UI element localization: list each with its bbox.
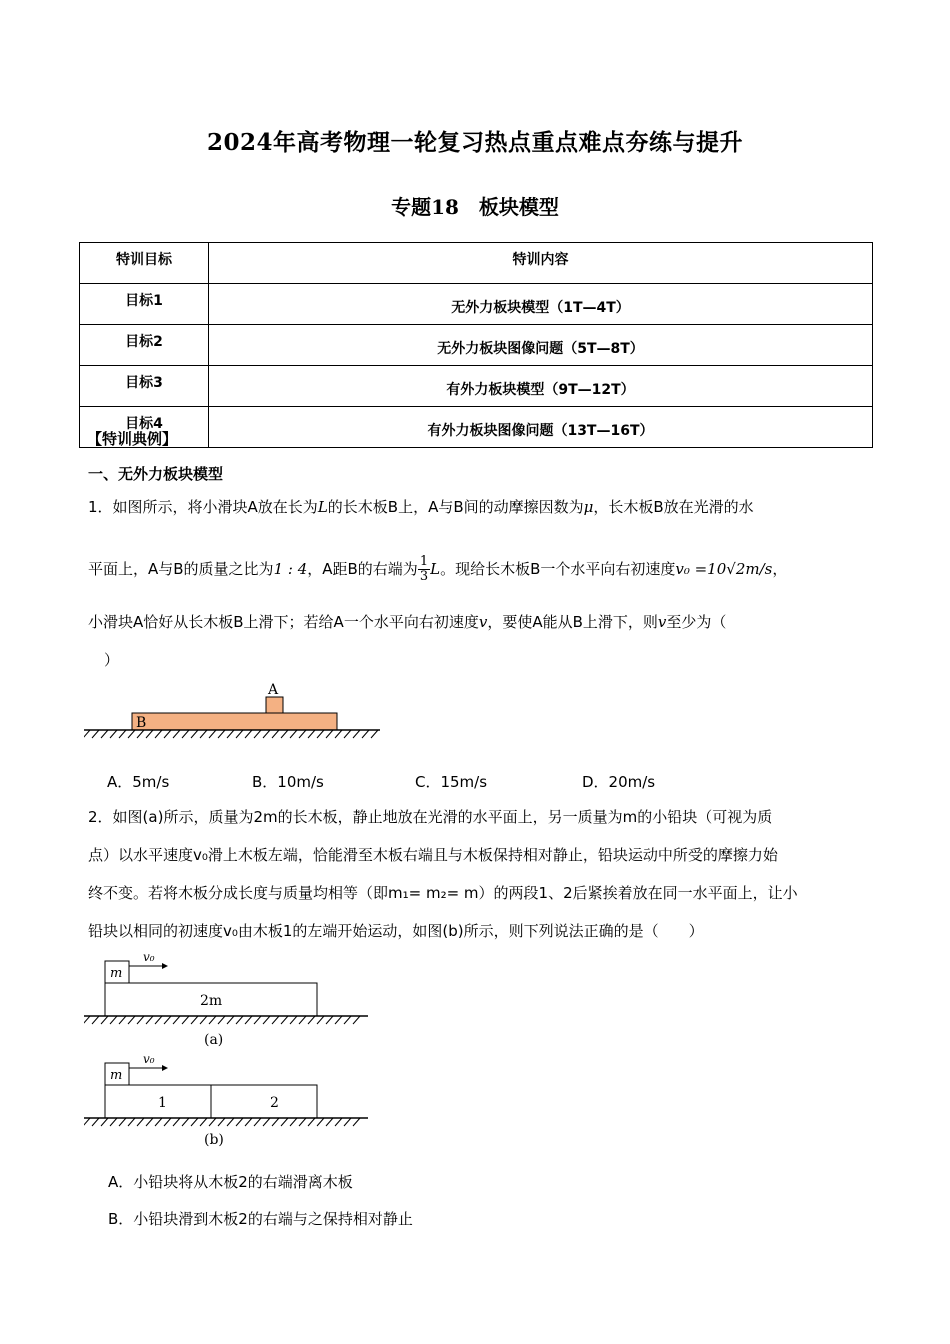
hatch-stroke — [362, 730, 369, 738]
hatch-stroke — [146, 1118, 153, 1126]
caption-a: (a) — [204, 1032, 224, 1048]
hatch-stroke — [191, 730, 198, 738]
hatch-stroke — [182, 730, 189, 738]
hatch-stroke — [281, 1016, 288, 1024]
velocity-label: v₀ — [143, 1052, 155, 1066]
hatch-stroke — [335, 730, 342, 738]
q1-figure — [84, 678, 384, 742]
hatch-stroke — [110, 1016, 117, 1024]
hatch-stroke — [227, 730, 234, 738]
hatch-stroke — [128, 1016, 135, 1024]
table-row — [80, 284, 873, 325]
board-2-label: 2 — [270, 1095, 279, 1111]
hatch-stroke — [200, 730, 207, 738]
hatch-stroke — [254, 1016, 261, 1024]
q2-figures — [84, 950, 374, 1150]
hatch-stroke — [128, 1118, 135, 1126]
hatch-stroke — [272, 730, 279, 738]
hatch-stroke — [344, 730, 351, 738]
q1-line2: 平面上，A与B的质量之比为1 : 4，A距B的右端为 $\frac{1}{3}$ L。现给长木板B一个水平向右初速度v₀ =10√2m/s， — [88, 554, 788, 584]
header-target: 特训目标 — [80, 243, 209, 284]
part-heading: 一、无外力板块模型 — [88, 465, 224, 483]
hatch-stroke — [245, 730, 252, 738]
hatch-stroke — [84, 1118, 90, 1126]
block-a — [266, 697, 283, 713]
hatch-stroke — [308, 1118, 315, 1126]
hatch-stroke — [146, 1016, 153, 1024]
hatch-stroke — [299, 730, 306, 738]
hatch-stroke — [227, 1016, 234, 1024]
hatch-stroke — [353, 730, 360, 738]
hatch-stroke — [317, 1118, 324, 1126]
hatch-stroke — [281, 730, 288, 738]
hatch-stroke — [101, 1118, 108, 1126]
hatch-stroke — [164, 1118, 171, 1126]
hatch-stroke — [128, 730, 135, 738]
section-heading: 【特训典例】 — [87, 430, 178, 448]
hatch-stroke — [299, 1118, 306, 1126]
hatch-stroke — [326, 1016, 333, 1024]
hatch-stroke — [92, 730, 99, 738]
hatch-stroke — [146, 730, 153, 738]
hatch-stroke — [218, 1016, 225, 1024]
hatch-stroke — [119, 1118, 126, 1126]
q2-line2: 点）以水平速度v₀滑上木板左端，恰能滑至木板右端且与木板保持相对静止，铅块运动中所受的摩擦力始 — [88, 846, 778, 864]
hatch-stroke — [119, 730, 126, 738]
board-2 — [211, 1085, 317, 1118]
table-row — [80, 407, 873, 448]
hatch-stroke — [344, 1118, 351, 1126]
hatch-stroke — [299, 1016, 306, 1024]
hatch-stroke — [263, 1016, 270, 1024]
hatch-stroke — [344, 1016, 351, 1024]
q1-option-b[interactable]: B．10m/s — [252, 773, 324, 791]
row-content: 无外力板块图像问题（5T—8T） — [209, 325, 873, 366]
label-a: A — [268, 682, 279, 698]
hatch-stroke — [191, 1016, 198, 1024]
table-row — [80, 325, 873, 366]
hatch-stroke — [155, 1016, 162, 1024]
hatch-stroke — [209, 1016, 216, 1024]
hatch-stroke — [119, 1016, 126, 1024]
hatch-stroke — [110, 730, 117, 738]
hatch-stroke — [236, 730, 243, 738]
hatch-stroke — [164, 1016, 171, 1024]
header-content: 特训内容 — [209, 243, 873, 284]
row-target: 目标1 — [80, 284, 209, 325]
hatch-stroke — [371, 730, 378, 738]
hatch-stroke — [209, 1118, 216, 1126]
hatch-stroke — [182, 1118, 189, 1126]
hatch-stroke — [353, 1016, 360, 1024]
hatch-stroke — [137, 1016, 144, 1024]
q1-option-d[interactable]: D．20m/s — [582, 773, 656, 791]
hatch-stroke — [84, 1016, 90, 1024]
q2-line1: 2．如图(a)所示，质量为2m的长木板，静止地放在光滑的水平面上，另一质量为m的小铅块（可视为质 — [88, 808, 773, 826]
hatch-stroke — [200, 1118, 207, 1126]
hatch-stroke — [209, 730, 216, 738]
ground-hatching — [84, 730, 378, 738]
hatch-stroke — [182, 1016, 189, 1024]
topic-title: 专题18 板块模型 — [391, 195, 559, 219]
goals-table — [79, 242, 873, 448]
hatch-stroke — [290, 1118, 297, 1126]
hatch-stroke — [101, 730, 108, 738]
block-m-label: m — [110, 1068, 123, 1083]
row-content: 有外力板块图像问题（13T—16T） — [209, 407, 873, 448]
hatch-stroke — [263, 730, 270, 738]
hatch-stroke — [236, 1118, 243, 1126]
hatch-stroke — [290, 1016, 297, 1024]
q1-line3: 小滑块A恰好从长木板B上滑下；若给A一个水平向右初速度v，要使A能从B上滑下，则v至少为（ — [88, 613, 727, 631]
hatch-stroke — [290, 730, 297, 738]
hatch-stroke — [137, 730, 144, 738]
hatch-stroke — [173, 1016, 180, 1024]
q1-option-c[interactable]: C．15m/s — [415, 773, 488, 791]
hatch-stroke — [272, 1118, 279, 1126]
hatch-stroke — [137, 1118, 144, 1126]
hatch-stroke — [308, 730, 315, 738]
hatch-stroke — [317, 1016, 324, 1024]
page-title: 2024年高考物理一轮复习热点重点难点夯练与提升 — [206, 129, 743, 156]
hatch-stroke — [164, 730, 171, 738]
hatch-stroke — [263, 1118, 270, 1126]
table-row — [80, 366, 873, 407]
row-content: 无外力板块模型（1T—4T） — [209, 284, 873, 325]
hatch-stroke — [335, 1118, 342, 1126]
hatch-stroke — [110, 1118, 117, 1126]
hatch-stroke — [101, 1016, 108, 1024]
fraction-one-third: $\frac{1}{3}$ — [419, 554, 429, 584]
table-header-row — [80, 243, 873, 284]
hatch-stroke — [281, 1118, 288, 1126]
q2-option-b[interactable]: B．小铅块滑到木板2的右端与之保持相对静止 — [108, 1210, 413, 1228]
row-target: 目标3 — [80, 366, 209, 407]
label-b: B — [136, 715, 147, 731]
hatch-stroke — [335, 1016, 342, 1024]
hatch-stroke — [200, 1016, 207, 1024]
hatch-stroke — [326, 1118, 333, 1126]
q2-line4: 铅块以相同的初速度v₀由木板1的左端开始运动，如图(b)所示，则下列说法正确的是（ ） — [88, 922, 704, 940]
q1-line1: 1．如图所示，将小滑块A放在长为L的长木板B上，A与B间的动摩擦因数为μ，长木板B放在光滑的水 — [88, 498, 754, 516]
hatch-stroke — [173, 1118, 180, 1126]
ground-hatching — [84, 1016, 360, 1024]
hatch-stroke — [254, 730, 261, 738]
hatch-stroke — [92, 1118, 99, 1126]
board-2m-label: 2m — [200, 993, 223, 1009]
hatch-stroke — [272, 1016, 279, 1024]
q1-line4: ） — [104, 651, 120, 669]
caption-b: (b) — [204, 1132, 224, 1148]
velocity-label: v₀ — [143, 950, 155, 964]
hatch-stroke — [308, 1016, 315, 1024]
arrow-head-icon — [162, 963, 168, 969]
arrow-head-icon — [162, 1065, 168, 1071]
hatch-stroke — [218, 1118, 225, 1126]
hatch-stroke — [245, 1016, 252, 1024]
hatch-stroke — [92, 1016, 99, 1024]
q1-option-a[interactable]: A．5m/s — [107, 773, 170, 791]
board-1-label: 1 — [158, 1095, 167, 1111]
hatch-stroke — [155, 730, 162, 738]
figure-a — [84, 950, 368, 1048]
hatch-stroke — [254, 1118, 261, 1126]
hatch-stroke — [326, 730, 333, 738]
hatch-stroke — [84, 730, 90, 738]
board-b — [132, 713, 337, 730]
hatch-stroke — [353, 1118, 360, 1126]
block-m-label: m — [110, 966, 123, 981]
hatch-stroke — [317, 730, 324, 738]
q2-option-a[interactable]: A．小铅块将从木板2的右端滑离木板 — [108, 1173, 353, 1191]
row-target: 目标4 — [80, 407, 209, 448]
hatch-stroke — [191, 1118, 198, 1126]
row-target: 目标2 — [80, 325, 209, 366]
hatch-stroke — [218, 730, 225, 738]
hatch-stroke — [173, 730, 180, 738]
hatch-stroke — [155, 1118, 162, 1126]
hatch-stroke — [227, 1118, 234, 1126]
figure-b — [84, 1052, 368, 1148]
hatch-stroke — [236, 1016, 243, 1024]
q2-line3: 终不变。若将木板分成长度与质量均相等（即m₁= m₂= m）的两段1、2后紧挨着放在同一水平面上，让小 — [88, 884, 798, 902]
hatch-stroke — [245, 1118, 252, 1126]
row-content: 有外力板块模型（9T—12T） — [209, 366, 873, 407]
ground-hatching — [84, 1118, 360, 1126]
